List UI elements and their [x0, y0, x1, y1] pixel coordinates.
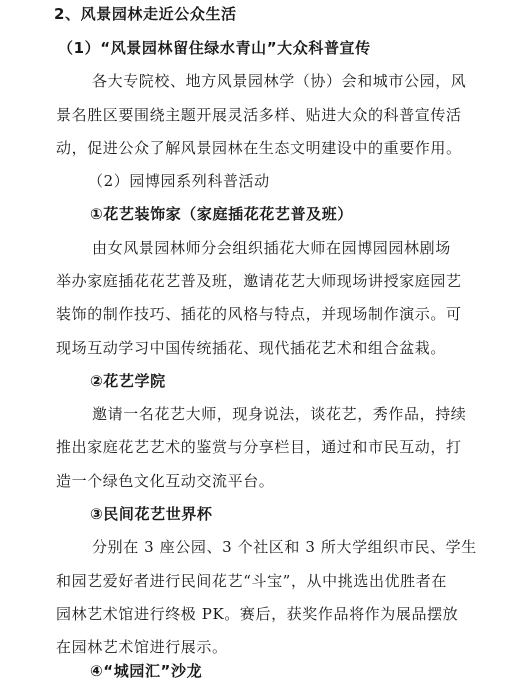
- part1-line-2: 景名胜区要围绕主题开展灵活多样、贴进大众的科普宣传活: [56, 106, 462, 124]
- item1-line-3: 装饰的制作技巧、插花的风格与特点，并现场制作演示。可: [56, 305, 462, 323]
- item4-title: ④“城园汇”沙龙: [90, 662, 203, 680]
- item2-line-2: 推出家庭花艺艺术的鉴赏与分享栏目，通过和市民互动，打: [56, 438, 462, 456]
- part1-line-3: 动，促进公众了解风景园林在生态文明建设中的重要作用。: [56, 139, 462, 157]
- item1-line-1: 由女风景园林师分会组织插花大师在园博园园林剧场: [92, 239, 451, 257]
- part1-line-1: 各大专院校、地方风景园林学（协）会和城市公园，风: [92, 72, 467, 90]
- item1-line-2: 举办家庭插花花艺普及班，邀请花艺大师现场讲授家庭园艺: [56, 272, 462, 290]
- item3-title: ③民间花艺世界杯: [90, 505, 213, 523]
- item2-title: ②花艺学院: [90, 372, 166, 390]
- part2-heading: （2）园博园系列科普活动: [88, 172, 270, 190]
- item3-line-3: 园林艺术馆进行终极 PK。赛后，获奖作品将作为展品摆放: [56, 605, 459, 623]
- section-title: 2、风景园林走近公众生活: [54, 5, 237, 23]
- item1-title: ①花艺装饰家（家庭插花花艺普及班）: [90, 205, 353, 223]
- item3-line-2: 和园艺爱好者进行民间花艺“斗宝”，从中挑选出优胜者在: [56, 572, 447, 590]
- part1-heading: （1）“风景园林留住绿水青山”大众科普宣传: [58, 39, 371, 57]
- item1-line-4: 现场互动学习中国传统插花、现代插花艺术和组合盆栽。: [56, 339, 447, 357]
- item2-line-1: 邀请一名花艺大师，现身说法，谈花艺，秀作品，持续: [92, 405, 467, 423]
- item3-line-4: 在园林艺术馆进行展示。: [56, 638, 228, 656]
- item2-line-3: 造一个绿色文化互动交流平台。: [56, 472, 275, 490]
- item3-line-1: 分别在 3 座公园、3 个社区和 3 所大学组织市民、学生: [92, 538, 477, 556]
